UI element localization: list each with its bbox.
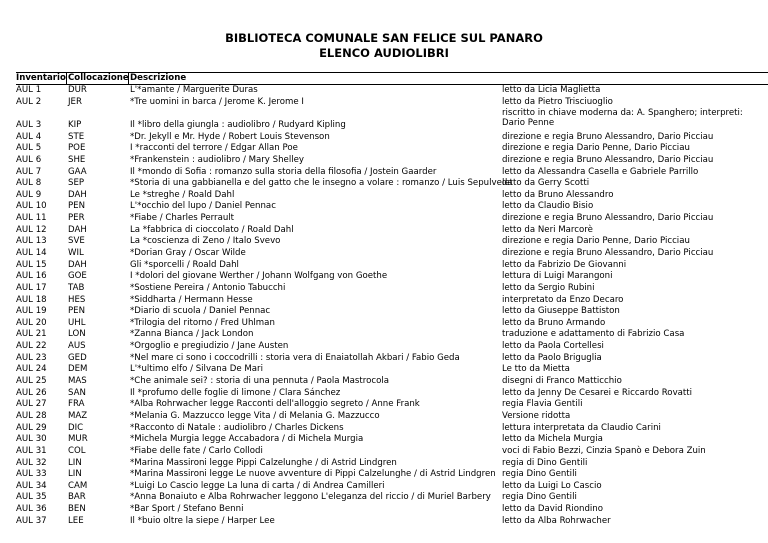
inventory-number: AUL 23 — [16, 352, 47, 363]
description: *Che animale sei? : storia di una pennuta / Paola Mastrocola — [130, 376, 390, 387]
description: *Dr. Jekyll e Mr. Hyde / Robert Louis Stevenson — [130, 131, 330, 142]
shelf-mark: DAH — [68, 189, 87, 200]
reader-note: letto da Alessandra Casella e Gabriele Parrillo — [502, 166, 699, 177]
table-row — [16, 353, 768, 365]
table-row — [16, 178, 768, 190]
table-row — [16, 85, 768, 97]
reader-note: letto da Pietro Trisciuoglio — [502, 96, 613, 107]
inventory-number: AUL 13 — [16, 236, 47, 247]
reader-note: Le tto da Mietta — [502, 364, 570, 375]
shelf-mark: BEN — [68, 504, 86, 515]
reader-note: direzione e regia Bruno Alessandro, Dario Picciau — [502, 213, 714, 224]
table-row — [16, 248, 768, 260]
description: *Orgoglio e pregiudizio / Jane Austen — [130, 341, 289, 352]
shelf-mark: FRA — [68, 399, 85, 410]
reader-note: traduzione e adattamento di Fabrizio Casa — [502, 329, 685, 340]
shelf-mark: LIN — [68, 457, 82, 468]
description: *Trilogia del ritorno / Fred Uhlman — [130, 317, 275, 328]
description: Gli *sporcelli / Roald Dahl — [130, 259, 239, 270]
shelf-mark: UHL — [68, 317, 86, 328]
description: *Marina Massironi legge Pippi Calzelunghe / di Astrid Lindgren — [130, 457, 397, 468]
description: *Zanna Bianca / Jack London — [130, 329, 254, 340]
inventory-number: AUL 29 — [16, 422, 47, 433]
inventory-number: AUL 5 — [16, 143, 42, 154]
table-row — [16, 213, 768, 225]
shelf-mark: KIP — [68, 119, 82, 130]
inventory-number: AUL 30 — [16, 434, 47, 445]
table-row — [16, 190, 768, 202]
reader-note: riscritto in chiave moderna da: A. Spanghero; interpreti: Dario Penne — [502, 108, 743, 129]
shelf-mark: LON — [68, 329, 86, 340]
table-row — [16, 155, 768, 167]
inventory-number: AUL 10 — [16, 201, 47, 212]
header-divider — [128, 73, 129, 84]
description: Il *buio oltre la siepe / Harper Lee — [130, 515, 275, 526]
reader-note: interpretato da Enzo Decaro — [502, 294, 624, 305]
inventory-number: AUL 11 — [16, 213, 47, 224]
inventory-number: AUL 28 — [16, 410, 47, 421]
reader-note: direzione e regia Dario Penne, Dario Picciau — [502, 236, 690, 247]
description: Il *profumo delle foglie di limone / Clara Sánchez — [130, 387, 341, 398]
table-header — [16, 72, 768, 85]
inventory-number: AUL 31 — [16, 445, 47, 456]
shelf-mark: POE — [68, 143, 86, 154]
description: *Nel mare ci sono i coccodrilli : storia vera di Enaiatollah Akbari / Fabio Geda — [130, 352, 460, 363]
reader-note: letto da Licia Maglietta — [502, 85, 601, 95]
shelf-mark: PEN — [68, 201, 86, 212]
inventory-number: AUL 19 — [16, 306, 47, 317]
description: *Fiabe delle fate / Carlo Collodi — [130, 445, 263, 456]
shelf-mark: LIN — [68, 469, 82, 480]
reader-note: voci di Fabio Bezzi, Cinzia Spanò e Debora Zuin — [502, 445, 706, 456]
description: L'*occhio del lupo / Daniel Pennac — [130, 201, 276, 212]
reader-note: letto da David Riondino — [502, 504, 604, 515]
reader-note: letto da Michela Murgia — [502, 434, 603, 445]
table-row — [16, 132, 768, 144]
header-collocazione: Collocazione — [68, 73, 129, 83]
reader-note: lettura interpretata da Claudio Carini — [502, 422, 661, 433]
shelf-mark: SHE — [68, 154, 86, 165]
table-row — [16, 434, 768, 446]
reader-note: lettura di Luigi Marangoni — [502, 271, 613, 282]
header-divider — [66, 73, 67, 84]
inventory-number: AUL 18 — [16, 294, 47, 305]
inventory-number: AUL 22 — [16, 341, 47, 352]
table-row — [16, 399, 768, 411]
description: L'*amante / Marguerite Duras — [130, 85, 258, 95]
inventory-number: AUL 37 — [16, 515, 47, 526]
table-row — [16, 167, 768, 179]
inventory-number: AUL 24 — [16, 364, 47, 375]
description: La *coscienza di Zeno / Italo Svevo — [130, 236, 281, 247]
table-row — [16, 329, 768, 341]
header-descrizione: Descrizione — [130, 73, 187, 83]
shelf-mark: COL — [68, 445, 86, 456]
reader-note: letto da Neri Marcorè — [502, 224, 593, 235]
table-row — [16, 108, 768, 131]
reader-note: Versione ridotta — [502, 410, 571, 421]
description: *Sostiene Pereira / Antonio Tabucchi — [130, 282, 286, 293]
inventory-number: AUL 17 — [16, 282, 47, 293]
reader-note: letto da Luigi Lo Cascio — [502, 480, 602, 491]
reader-note: regia Dino Gentili — [502, 492, 577, 503]
table-row — [16, 236, 768, 248]
table-row — [16, 423, 768, 435]
description: *Marina Massironi legge Le nuove avventure di Pippi Calzelunghe / di Astrid Lindgren — [130, 469, 496, 480]
inventory-number: AUL 27 — [16, 399, 47, 410]
reader-note: direzione e regia Bruno Alessandro, Dario Picciau — [502, 247, 714, 258]
shelf-mark: BAR — [68, 492, 86, 503]
inventory-number: AUL 8 — [16, 178, 42, 189]
description: *Anna Bonaiuto e Alba Rohrwacher leggono L'eleganza del riccio / di Muriel Barbery — [130, 492, 491, 503]
document-subtitle: ELENCO AUDIOLIBRI — [319, 46, 449, 60]
audiobook-table — [16, 72, 768, 527]
table-row — [16, 446, 768, 458]
reader-note: direzione e regia Bruno Alessandro, Dario Picciau — [502, 154, 714, 165]
table-row — [16, 504, 768, 516]
description: Il *libro della giungla : audiolibro / Rudyard Kipling — [130, 119, 346, 130]
shelf-mark: SVE — [68, 236, 85, 247]
description: *Frankenstein : audiolibro / Mary Shelley — [130, 154, 304, 165]
reader-note: letto da Alba Rohrwacher — [502, 515, 611, 526]
inventory-number: AUL 2 — [16, 96, 42, 107]
shelf-mark: SAN — [68, 387, 86, 398]
description: *Alba Rohrwacher legge Racconti dell'alloggio segreto / Anne Frank — [130, 399, 420, 410]
inventory-number: AUL 4 — [16, 131, 42, 142]
description: I *dolori del giovane Werther / Johann Wolfgang von Goethe — [130, 271, 388, 282]
table-row — [16, 469, 768, 481]
description: Le *streghe / Roald Dahl — [130, 189, 235, 200]
description: *Fiabe / Charles Perrault — [130, 213, 235, 224]
reader-note: direzione e regia Dario Penne, Dario Picciau — [502, 143, 690, 154]
inventory-number: AUL 20 — [16, 317, 47, 328]
shelf-mark: STE — [68, 131, 85, 142]
reader-note: direzione e regia Bruno Alessandro, Dario Picciau — [502, 131, 714, 142]
shelf-mark: SEP — [68, 178, 85, 189]
inventory-number: AUL 36 — [16, 504, 47, 515]
reader-note: letto da Bruno Armando — [502, 317, 606, 328]
table-row — [16, 341, 768, 353]
inventory-number: AUL 7 — [16, 166, 42, 177]
shelf-mark: GAA — [68, 166, 87, 177]
header-inventario: Inventario — [16, 73, 66, 83]
shelf-mark: JER — [68, 96, 82, 107]
description: *Tre uomini in barca / Jerome K. Jerome I — [130, 96, 304, 107]
description: *Luigi Lo Cascio legge La luna di carta / di Andrea Camilleri — [130, 480, 385, 491]
table-row — [16, 271, 768, 283]
inventory-number: AUL 35 — [16, 492, 47, 503]
shelf-mark: WIL — [68, 247, 84, 258]
table-row — [16, 201, 768, 213]
description: *Michela Murgia legge Accabadora / di Michela Murgia — [130, 434, 364, 445]
shelf-mark: MAZ — [68, 410, 88, 421]
description: *Storia di una gabbianella e del gatto che le insegno a volare : romanzo / Luis Sepulveda — [130, 178, 513, 189]
shelf-mark: AUS — [68, 341, 86, 352]
table-row — [16, 516, 768, 528]
inventory-number: AUL 34 — [16, 480, 47, 491]
inventory-number: AUL 1 — [16, 85, 42, 95]
reader-note: disegni di Franco Matticchio — [502, 376, 622, 387]
inventory-number: AUL 32 — [16, 457, 47, 468]
reader-note: letto da Gerry Scotti — [502, 178, 590, 189]
description: Il *mondo di Sofia : romanzo sulla storia della filosofia / Jostein Gaarder — [130, 166, 437, 177]
shelf-mark: DIC — [68, 422, 84, 433]
table-row — [16, 97, 768, 109]
shelf-mark: GED — [68, 352, 87, 363]
table-row — [16, 492, 768, 504]
shelf-mark: TAB — [68, 282, 85, 293]
table-row — [16, 388, 768, 400]
reader-note: letto da Paolo Briguglia — [502, 352, 602, 363]
table-row — [16, 376, 768, 388]
table-row — [16, 225, 768, 237]
table-row — [16, 458, 768, 470]
shelf-mark: GOE — [68, 271, 87, 282]
table-row — [16, 364, 768, 376]
table-row — [16, 306, 768, 318]
reader-note: letto da Bruno Alessandro — [502, 189, 614, 200]
inventory-number: AUL 14 — [16, 247, 47, 258]
table-row — [16, 295, 768, 307]
shelf-mark: MUR — [68, 434, 88, 445]
description: *Diario di scuola / Daniel Pennac — [130, 306, 271, 317]
table-row — [16, 260, 768, 272]
inventory-number: AUL 6 — [16, 154, 42, 165]
description: L'*ultimo elfo / Silvana De Mari — [130, 364, 263, 375]
description: *Racconto di Natale : audiolibro / Charles Dickens — [130, 422, 344, 433]
reader-note: letto da Giuseppe Battiston — [502, 306, 620, 317]
description: *Siddharta / Hermann Hesse — [130, 294, 253, 305]
description: La *fabbrica di cioccolato / Roald Dahl — [130, 224, 294, 235]
description: *Dorian Gray / Oscar Wilde — [130, 247, 246, 258]
shelf-mark: DUR — [68, 85, 87, 95]
shelf-mark: LEE — [68, 515, 84, 526]
shelf-mark: PER — [68, 213, 85, 224]
description: I *racconti del terrore / Edgar Allan Poe — [130, 143, 298, 154]
inventory-number: AUL 15 — [16, 259, 47, 270]
table-row — [16, 481, 768, 493]
table-row — [16, 318, 768, 330]
reader-note: regia Dino Gentili — [502, 469, 577, 480]
reader-note: letto da Claudio Bisio — [502, 201, 594, 212]
reader-note: letto da Paola Cortellesi — [502, 341, 604, 352]
shelf-mark: HES — [68, 294, 86, 305]
inventory-number: AUL 26 — [16, 387, 47, 398]
table-row — [16, 411, 768, 423]
inventory-number: AUL 12 — [16, 224, 47, 235]
table-row — [16, 143, 768, 155]
table-body — [16, 85, 768, 527]
shelf-mark: DAH — [68, 224, 87, 235]
description: *Melania G. Mazzucco legge Vita / di Melania G. Mazzucco — [130, 410, 380, 421]
reader-note: letto da Fabrizio De Giovanni — [502, 259, 627, 270]
inventory-number: AUL 16 — [16, 271, 47, 282]
reader-note: letto da Sergio Rubini — [502, 282, 595, 293]
inventory-number: AUL 21 — [16, 329, 47, 340]
table-row — [16, 283, 768, 295]
shelf-mark: DAH — [68, 259, 87, 270]
reader-note: regia Flavia Gentili — [502, 399, 583, 410]
inventory-number: AUL 33 — [16, 469, 47, 480]
document-title: BIBLIOTECA COMUNALE SAN FELICE SUL PANARO — [225, 31, 543, 45]
inventory-number: AUL 25 — [16, 376, 47, 387]
shelf-mark: DEM — [68, 364, 88, 375]
description: *Bar Sport / Stefano Benni — [130, 504, 244, 515]
inventory-number: AUL 3 — [16, 119, 42, 130]
shelf-mark: MAS — [68, 376, 87, 387]
shelf-mark: CAM — [68, 480, 88, 491]
inventory-number: AUL 9 — [16, 189, 42, 200]
reader-note: letto da Jenny De Cesarei e Riccardo Rovatti — [502, 387, 693, 398]
reader-note: regia di Dino Gentili — [502, 457, 588, 468]
shelf-mark: PEN — [68, 306, 86, 317]
